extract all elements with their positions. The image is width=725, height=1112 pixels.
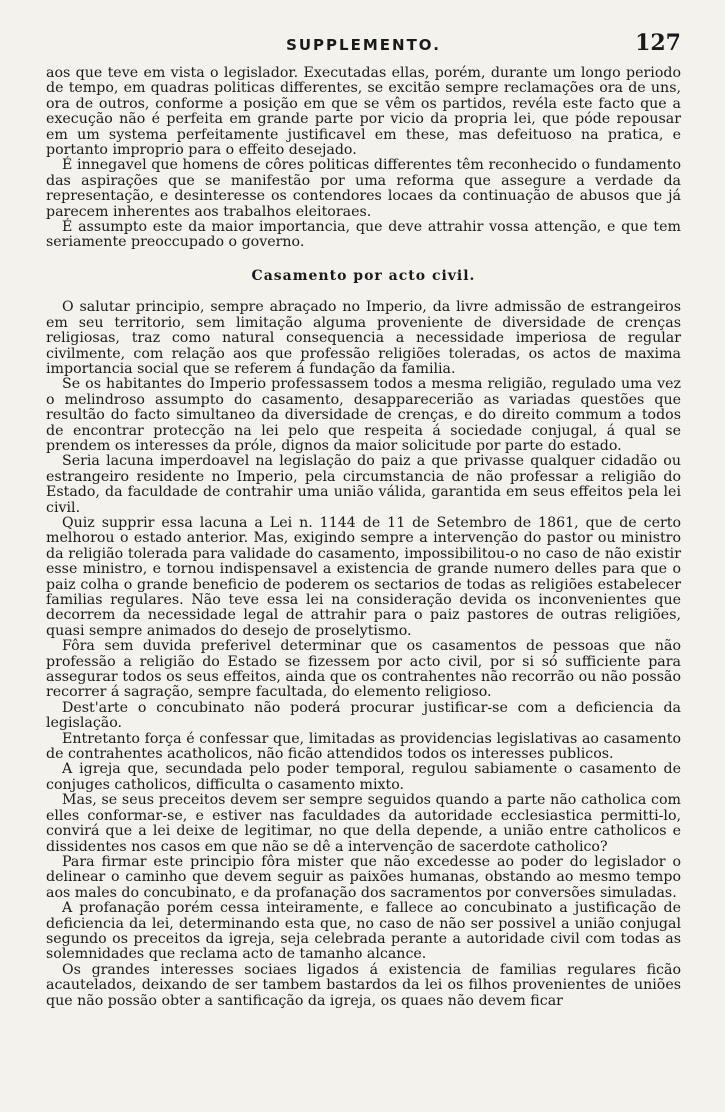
body-text: [46, 66, 681, 1009]
paragraph: Entretanto força é confessar que, limitadas as providencias legislativas ao casamento de contrahentes acatholicos, não ficão attendidos todos os interesses publicos.: [46, 730, 681, 763]
paragraph: A igreja que, secundada pelo poder temporal, regulou sabiamente o casamento de conjuges catholicos, difficulta o casamento mixto.: [46, 761, 681, 793]
page-header: [46, 30, 681, 66]
paragraph: Se os habitantes do Imperio professassem todos a mesma religião, regulado uma vez o melindroso assumpto do casamento, desapparecerião as variadas questões que resultão do facto simultaneo da diversidade de crenças, e do direito commum a todos de encontrar protecção na lei pelo que respeita á sociedade conjugal, á qual se prendem os interesses da próle, dignos da maior solicitude por parte do estado.: [46, 376, 681, 454]
paragraph: Os grandes interesses sociaes ligados á existencia de familias regulares ficão acautelados, deixando de ser tambem bastardos da lei os filhos provenientes de uniões que não possão obter a santificação da igreja, os quaes não devem ficar: [46, 961, 681, 1009]
paragraph: Para firmar este principio fôra mister que não excedesse ao poder do legislador o delinear o caminho que devem seguir as paixões humanas, obstando ao mesmo tempo aos males do concubinato, e da profanação dos sacramentos por conversões simuladas.: [46, 853, 681, 901]
paragraph: Quiz supprir essa lacuna a Lei n. 1144 de 11 de Setembro de 1861, que de certo melhorou o estado anterior. Mas, exigindo sempre a intervenção do pastor ou ministro da religião tolerada para validade do casamento, impossibilitou-o no caso de não existir esse ministro, e tornou indispensavel a existencia de grande numero delles para que o paiz colha o grande beneficio de poderem os sectarios de todas as religiões estabelecer familias regulares. Não teve essa lei na consideração devida os inconvenientes que decorrem da necessidade legal de attrahir para o paiz pastores de outras religiões, quasi sempre animados do desejo de proselytismo.: [46, 514, 681, 639]
paragraph: A profanação porém cessa inteiramente, e fallece ao concubinato a justificação de deficiencia da lei, determinando esta que, no caso de não ser possivel a união conjugal segundo os preceitos da igreja, seja celebrada perante a autoridade civil com todas as solemnidades que reclama acto de tamanho alcance.: [46, 900, 681, 963]
paragraph-continued: aos que teve em vista o legislador. Executadas ellas, porém, durante um longo periodo de tempo, em quadras politicas differentes, se excitão sempre reclamações ora de uns, ora de outros, conforme a posição em que se vêm os partidos, revéla este facto que a execução não é perfeita em grande parte por vicio da propria lei, que póde repousar em um systema perfeitamente justificavel em these, mas defeituoso na pratica, e portanto improprio para o effeito desejado.: [46, 65, 681, 159]
page-number: 127: [635, 30, 681, 56]
running-title: SUPPLEMENTO.: [286, 36, 441, 54]
section-heading: Casamento por acto civil.: [251, 267, 476, 284]
paragraph: Seria lacuna imperdoavel na legislação do paiz a que privasse qualquer cidadão ou estrangeiro residente no Imperio, pela circumstancia de não professar a religião do Estado, da faculdade de contrahir uma união válida, garantida em seus effeitos pela lei civil.: [46, 453, 681, 516]
paragraph: É assumpto este da maior importancia, que deve attrahir vossa attenção, e que tem seriamente preoccupado o governo.: [46, 219, 681, 251]
paragraph: O salutar principio, sempre abraçado no Imperio, da livre admissão de estrangeiros em seu territorio, sem limitação alguma proveniente de diversidade de crenças religiosas, traz como natural consequencia a necessidade imperiosa de regular civilmente, com relação aos que professão religiões toleradas, os actos de maxima importancia social que se referem á fundação da familia.: [46, 299, 681, 377]
paragraph: Mas, se seus preceitos devem ser sempre seguidos quando a parte não catholica com elles conformar-se, e estiver nas faculdades da autoridade ecclesiastica permitti-lo, convirá que a lei deixe de legitimar, no que della depende, a união entre catholicos e dissidentes nos casos em que não se dê a intervenção de sacerdote catholico?: [46, 792, 681, 855]
paragraph: É innegavel que homens de côres politicas differentes têm reconhecido o fundamento das aspirações que se manifestão por uma reforma que assegure a verdade da representação, e desinteresse os contendores locaes da continuação de abusos que já parecem inherentes aos trabalhos eleitoraes.: [46, 157, 681, 220]
paragraph: Dest'arte o concubinato não poderá procurar justificar-se com a deficiencia da legislação.: [46, 699, 681, 732]
paragraph: Fôra sem duvida preferivel determinar que os casamentos de pessoas que não professão a religião do Estado se fizessem por acto civil, por si só sufficiente para assegurar todos os seus effeitos, ainda que os contrahentes não recorrão ou não possão recorrer á sagração, sempre facultada, do elemento religioso.: [46, 638, 681, 701]
